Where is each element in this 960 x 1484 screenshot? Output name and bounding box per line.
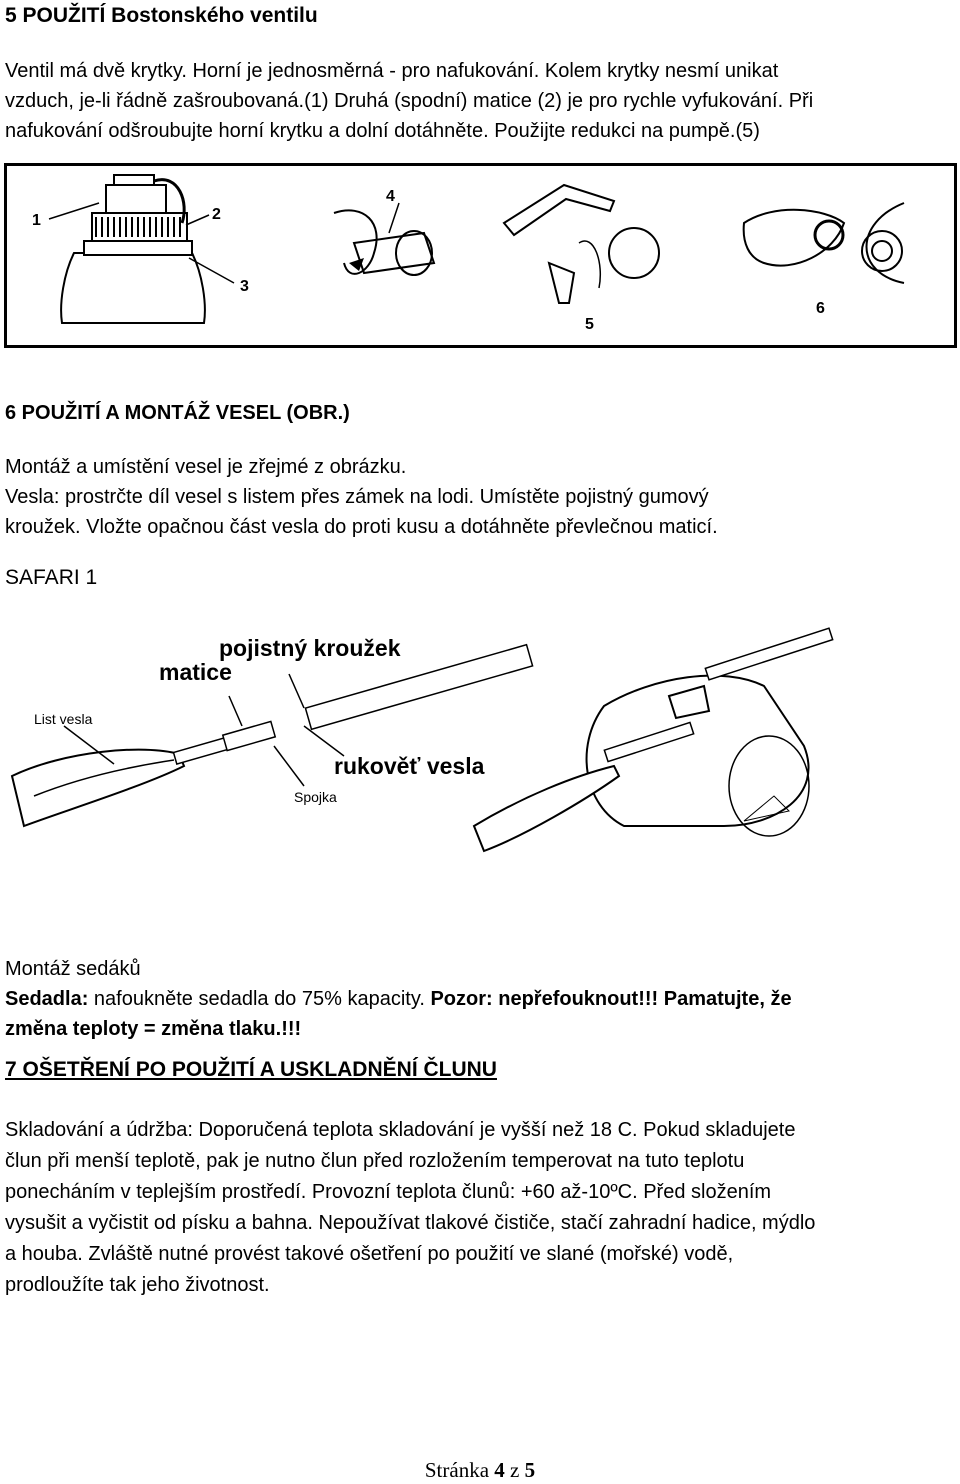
fig-label: 2 [212,206,221,223]
section6-line: Vesla: prostrčte díl vesel s listem přes zámek na lodi. Umístěte pojistný gumový [5,486,709,508]
section5-heading: 5 POUŽITÍ Bostonského ventilu [5,4,318,27]
seats-section [5,954,955,1044]
section6-line: kroužek. Vložte opačnou část vesla do proti kusu a dotáhněte převlečnou maticí. [5,516,718,538]
seats-line [5,984,955,1014]
section5-paragraph [5,56,955,146]
section7-line: Skladování a údržba: Doporučená teplota skladování je vyšší než 18 C. Pokud skladujete [5,1119,796,1141]
footer-prefix: Stránka [424,1458,495,1482]
label-blade: List vesla [34,711,93,727]
footer-page-number: 4 [494,1458,505,1482]
label-nut: matice [159,659,232,685]
seats-text: nafoukněte sedadla do 75% kapacity. [88,988,431,1010]
section7-paragraph [5,1115,955,1301]
section5-line: Ventil má dvě krytky. Horní je jednosměrná - pro nafukování. Kolem krytky nesmí unikat [5,60,779,82]
section5-line: vzduch, je-li řádně zašroubovaná.(1) Druhá (spodní) matice (2) je pro rychle vyfukování. Při [5,90,814,112]
seats-label: Sedadla: [5,988,89,1010]
label-ring: pojistný kroužek [219,635,401,661]
section6-line: Montáž a umístění vesel je zřejmé z obrázku. [5,456,407,478]
model-name: SAFARI 1 [5,566,98,589]
fig-label: 3 [240,278,249,295]
section7-heading: 7 OŠETŘENÍ PO POUŽITÍ A USKLADNĚNÍ ČLUNU [5,1058,497,1081]
section7-line: vysušit a vyčistit od písku a bahna. Nepoužívat tlakové čističe, stačí zahradní hadice, mýdlo [5,1212,816,1234]
section6-heading: 6 POUŽITÍ A MONTÁŽ VESEL (OBR.) [5,402,350,424]
label-coupling: Spojka [294,789,337,805]
seats-title: Montáž sedáků [5,958,141,980]
seats-warning: Pozor: nepřefouknout!!! Pamatujte, že [430,988,792,1010]
section7-line: prodloužíte tak jeho životnost. [5,1274,270,1296]
section7-line: ponecháním v teplejším prostředí. Provozní teplota člunů: +60 až-10ºC. Před složením [5,1181,772,1203]
section5-line: nafukování odšroubujte horní krytku a dolní dotáhněte. Použijte redukci na pumpě.(5) [5,120,760,142]
fig-label: 1 [32,212,41,229]
footer-mid: z [504,1458,525,1482]
oar-assembly-figure [4,626,870,878]
section7-line: člun při menší teplotě, pak je nutno člun před rozložením temperovat na tuto teplotu [5,1150,745,1172]
label-handle: rukověť vesla [334,753,485,779]
fig-label: 6 [816,300,825,317]
boston-valve-figure [4,163,957,348]
seats-warning-continued: změna teploty = změna tlaku.!!! [5,1018,302,1040]
footer-page-total: 5 [524,1458,536,1482]
fig-label: 5 [585,316,594,333]
boston-valve-illustration [4,163,957,348]
section7-line: a houba. Zvláště nutné provést takové ošetření po použití ve slané (mořské) vodě, [5,1243,734,1265]
fig-label: 4 [386,188,395,205]
oar-assembly-illustration [4,626,870,878]
page-footer [0,1458,960,1483]
section6-paragraph [5,452,955,542]
